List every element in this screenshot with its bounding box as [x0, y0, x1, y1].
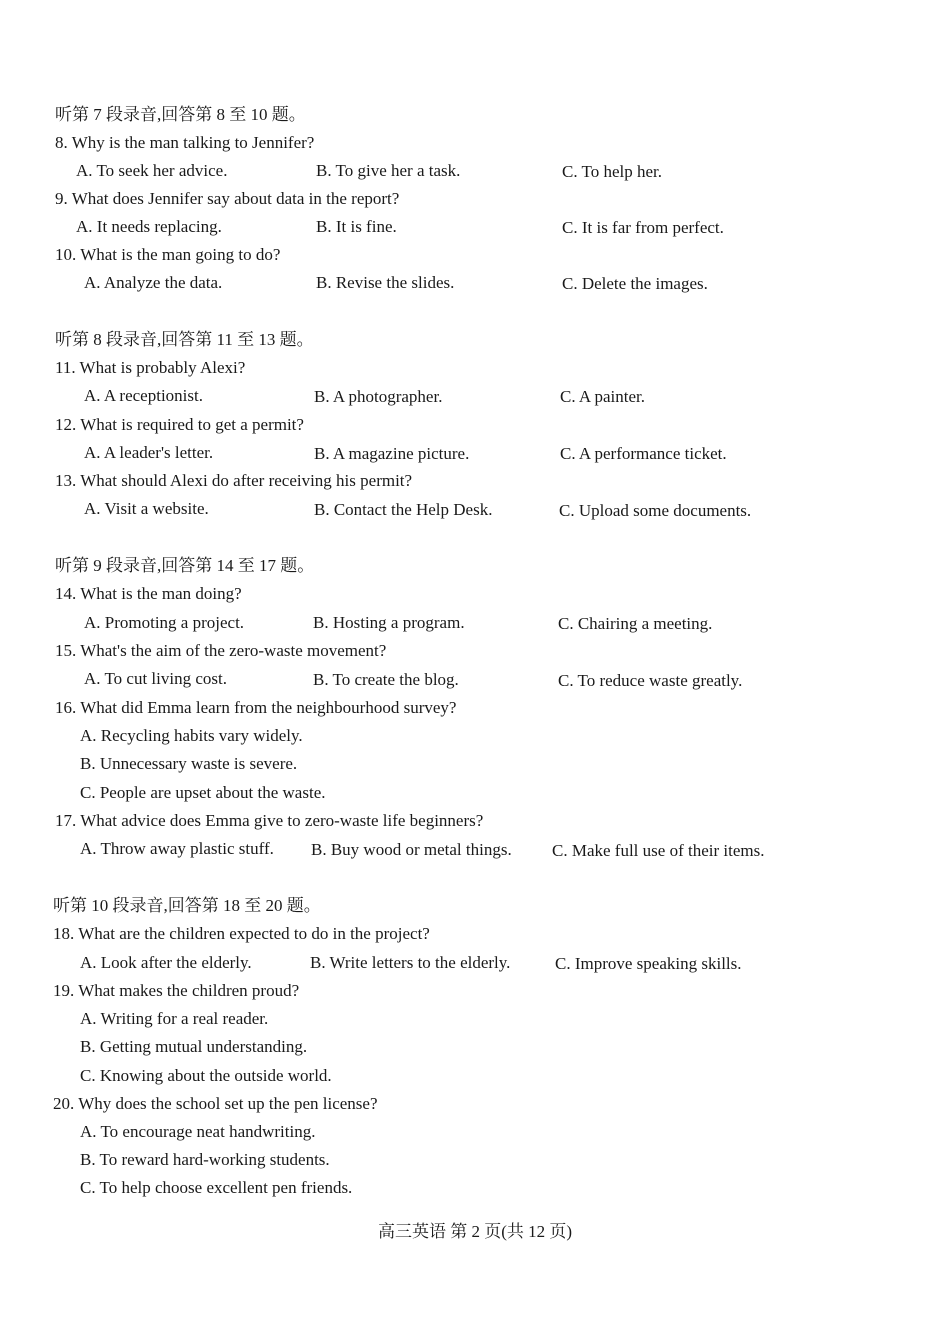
option-a: A. Promoting a project.: [84, 613, 245, 632]
section-heading: 听第 7 段录音,回答第 8 至 10 题。: [55, 105, 306, 124]
option-b: B. Write letters to the elderly.: [310, 953, 511, 972]
option-a: A. Writing for a real reader.: [80, 1009, 269, 1028]
option-b: B. Unnecessary waste is severe.: [80, 754, 298, 773]
option-b: B. To create the blog.: [313, 670, 459, 689]
option-a: A. A leader's letter.: [84, 443, 214, 462]
option-c: C. To reduce waste greatly.: [558, 671, 743, 690]
question-20: 20. Why does the school set up the pen license?: [53, 1094, 378, 1113]
question-13: 13. What should Alexi do after receiving his permit?: [55, 471, 413, 490]
option-c: C. Upload some documents.: [559, 501, 752, 520]
option-c: C. Improve speaking skills.: [555, 954, 742, 973]
option-c: C. To help choose excellent pen friends.: [80, 1178, 353, 1197]
option-c: C. A performance ticket.: [560, 444, 727, 463]
option-b: B. It is fine.: [316, 217, 397, 236]
option-b: B. Buy wood or metal things.: [311, 840, 512, 859]
option-a: A. Recycling habits vary widely.: [80, 726, 303, 745]
question-10: 10. What is the man going to do?: [55, 245, 281, 264]
option-c: C. Delete the images.: [562, 274, 708, 293]
question-12: 12. What is required to get a permit?: [55, 415, 304, 434]
option-a: A. To cut living cost.: [84, 669, 227, 688]
question-17: 17. What advice does Emma give to zero-waste life beginners?: [55, 811, 484, 830]
option-c: C. Chairing a meeting.: [558, 614, 713, 633]
option-c: C. A painter.: [560, 387, 645, 406]
question-19: 19. What makes the children proud?: [53, 981, 300, 1000]
option-a: A. Throw away plastic stuff.: [80, 839, 274, 858]
option-a: A. To seek her advice.: [76, 161, 228, 180]
option-c: C. It is far from perfect.: [562, 218, 724, 237]
option-a: A. It needs replacing.: [76, 217, 222, 236]
option-b: B. A photographer.: [314, 387, 443, 406]
question-9: 9. What does Jennifer say about data in the report?: [55, 189, 400, 208]
option-b: B. Getting mutual understanding.: [80, 1037, 308, 1056]
option-c: C. Make full use of their items.: [552, 841, 765, 860]
question-11: 11. What is probably Alexi?: [55, 358, 246, 377]
option-c: C. People are upset about the waste.: [80, 783, 326, 802]
option-a: A. Analyze the data.: [84, 273, 223, 292]
option-b: B. Contact the Help Desk.: [314, 500, 493, 519]
page-footer: 高三英语 第 2 页(共 12 页): [377, 1222, 573, 1241]
option-b: B. A magazine picture.: [314, 444, 470, 463]
option-a: A. A receptionist.: [84, 386, 203, 405]
option-a: A. To encourage neat handwriting.: [80, 1122, 316, 1141]
option-b: B. To reward hard-working students.: [80, 1150, 330, 1169]
option-b: B. Revise the slides.: [316, 273, 455, 292]
option-b: B. Hosting a program.: [313, 613, 465, 632]
section-heading: 听第 8 段录音,回答第 11 至 13 题。: [55, 330, 314, 349]
question-18: 18. What are the children expected to do in the project?: [53, 924, 430, 943]
question-8: 8. Why is the man talking to Jennifer?: [55, 133, 315, 152]
option-b: B. To give her a task.: [316, 161, 461, 180]
question-14: 14. What is the man doing?: [55, 584, 242, 603]
question-15: 15. What's the aim of the zero-waste movement?: [55, 641, 387, 660]
option-a: A. Visit a website.: [84, 499, 209, 518]
option-c: C. Knowing about the outside world.: [80, 1066, 332, 1085]
option-c: C. To help her.: [562, 162, 663, 181]
option-a: A. Look after the elderly.: [80, 953, 252, 972]
section-heading: 听第 10 段录音,回答第 18 至 20 题。: [53, 896, 321, 915]
question-16: 16. What did Emma learn from the neighbourhood survey?: [55, 698, 457, 717]
section-heading: 听第 9 段录音,回答第 14 至 17 题。: [55, 556, 315, 575]
